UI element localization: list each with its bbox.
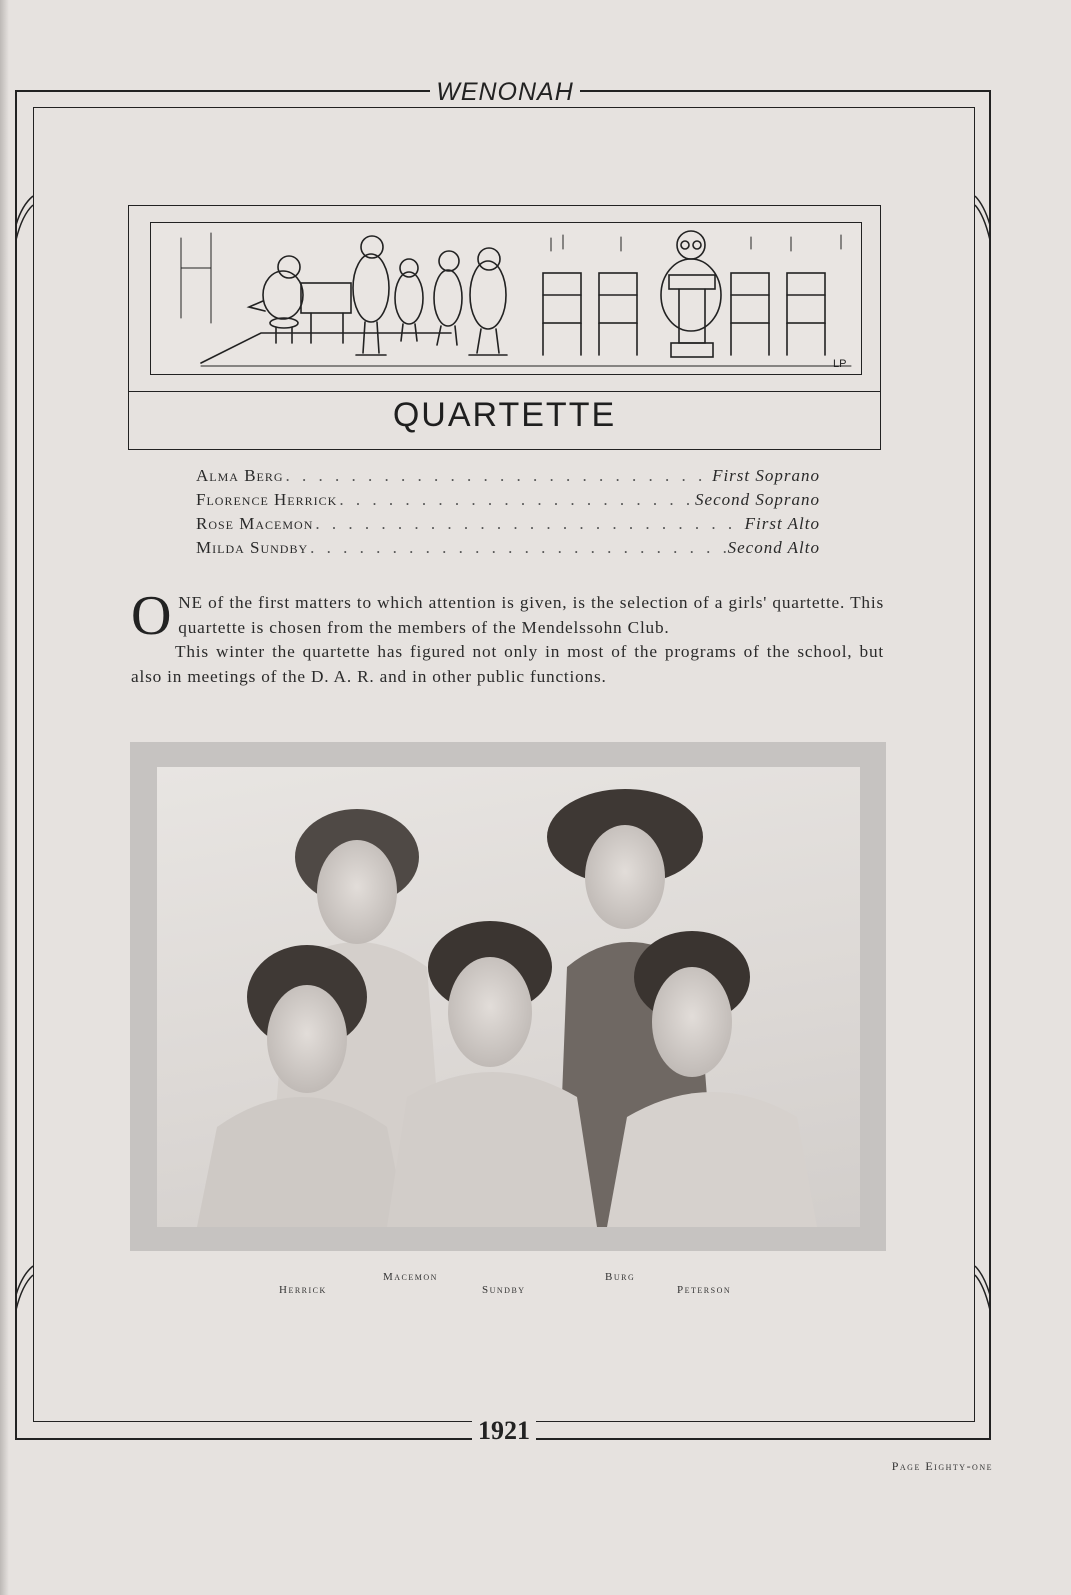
- roster-row: [196, 538, 820, 562]
- caption-sundby: Sundby: [482, 1284, 526, 1296]
- illustrator-signature: LP: [833, 358, 847, 370]
- article-body: [131, 585, 884, 689]
- caption-burg: Burg: [605, 1271, 636, 1283]
- portrait-figures: [157, 767, 860, 1227]
- member-name: Milda Sundby: [196, 538, 309, 557]
- voice-part: Second Alto: [727, 538, 820, 557]
- roster-row: [196, 466, 820, 490]
- member-name: Florence Herrick: [196, 490, 338, 509]
- section-title: QUARTETTE: [392, 396, 617, 434]
- roster-row: [196, 490, 820, 514]
- leader-dots: [310, 538, 725, 558]
- birds-choir-drawing: [151, 223, 860, 373]
- leader-dots: [286, 466, 711, 486]
- caption-peterson: Peterson: [677, 1284, 732, 1296]
- running-header: WENONAH: [0, 78, 1010, 107]
- cartoon-illustration: [150, 222, 862, 375]
- page-number: Page Eighty-one: [891, 1459, 993, 1473]
- group-portrait-photo: [157, 767, 860, 1227]
- paragraph-1-text: NE of the first matters to which attention is given, is the selection of a girls' quartette. This quartette is chosen from the members of the Mendelssohn Club.: [178, 593, 884, 637]
- leader-dots: [315, 514, 742, 534]
- paragraph-1: [131, 585, 884, 647]
- member-name: Alma Berg: [196, 466, 284, 485]
- caption-herrick: Herrick: [279, 1284, 327, 1296]
- roster-row: [196, 514, 820, 538]
- drop-cap: O: [131, 585, 173, 647]
- paragraph-2: This winter the quartette has figured not only in most of the programs of the school, but also in meetings of the D. A. R. and in other public functions.: [131, 642, 884, 686]
- leader-dots: [339, 490, 693, 510]
- member-name: Rose Macemon: [196, 514, 314, 533]
- quartette-roster: [196, 466, 820, 562]
- voice-part: Second Soprano: [695, 490, 820, 509]
- running-footer-year: 1921: [0, 1416, 1008, 1446]
- voice-part: First Alto: [744, 514, 820, 533]
- caption-macemon: Macemon: [383, 1271, 438, 1283]
- voice-part: First Soprano: [712, 466, 820, 485]
